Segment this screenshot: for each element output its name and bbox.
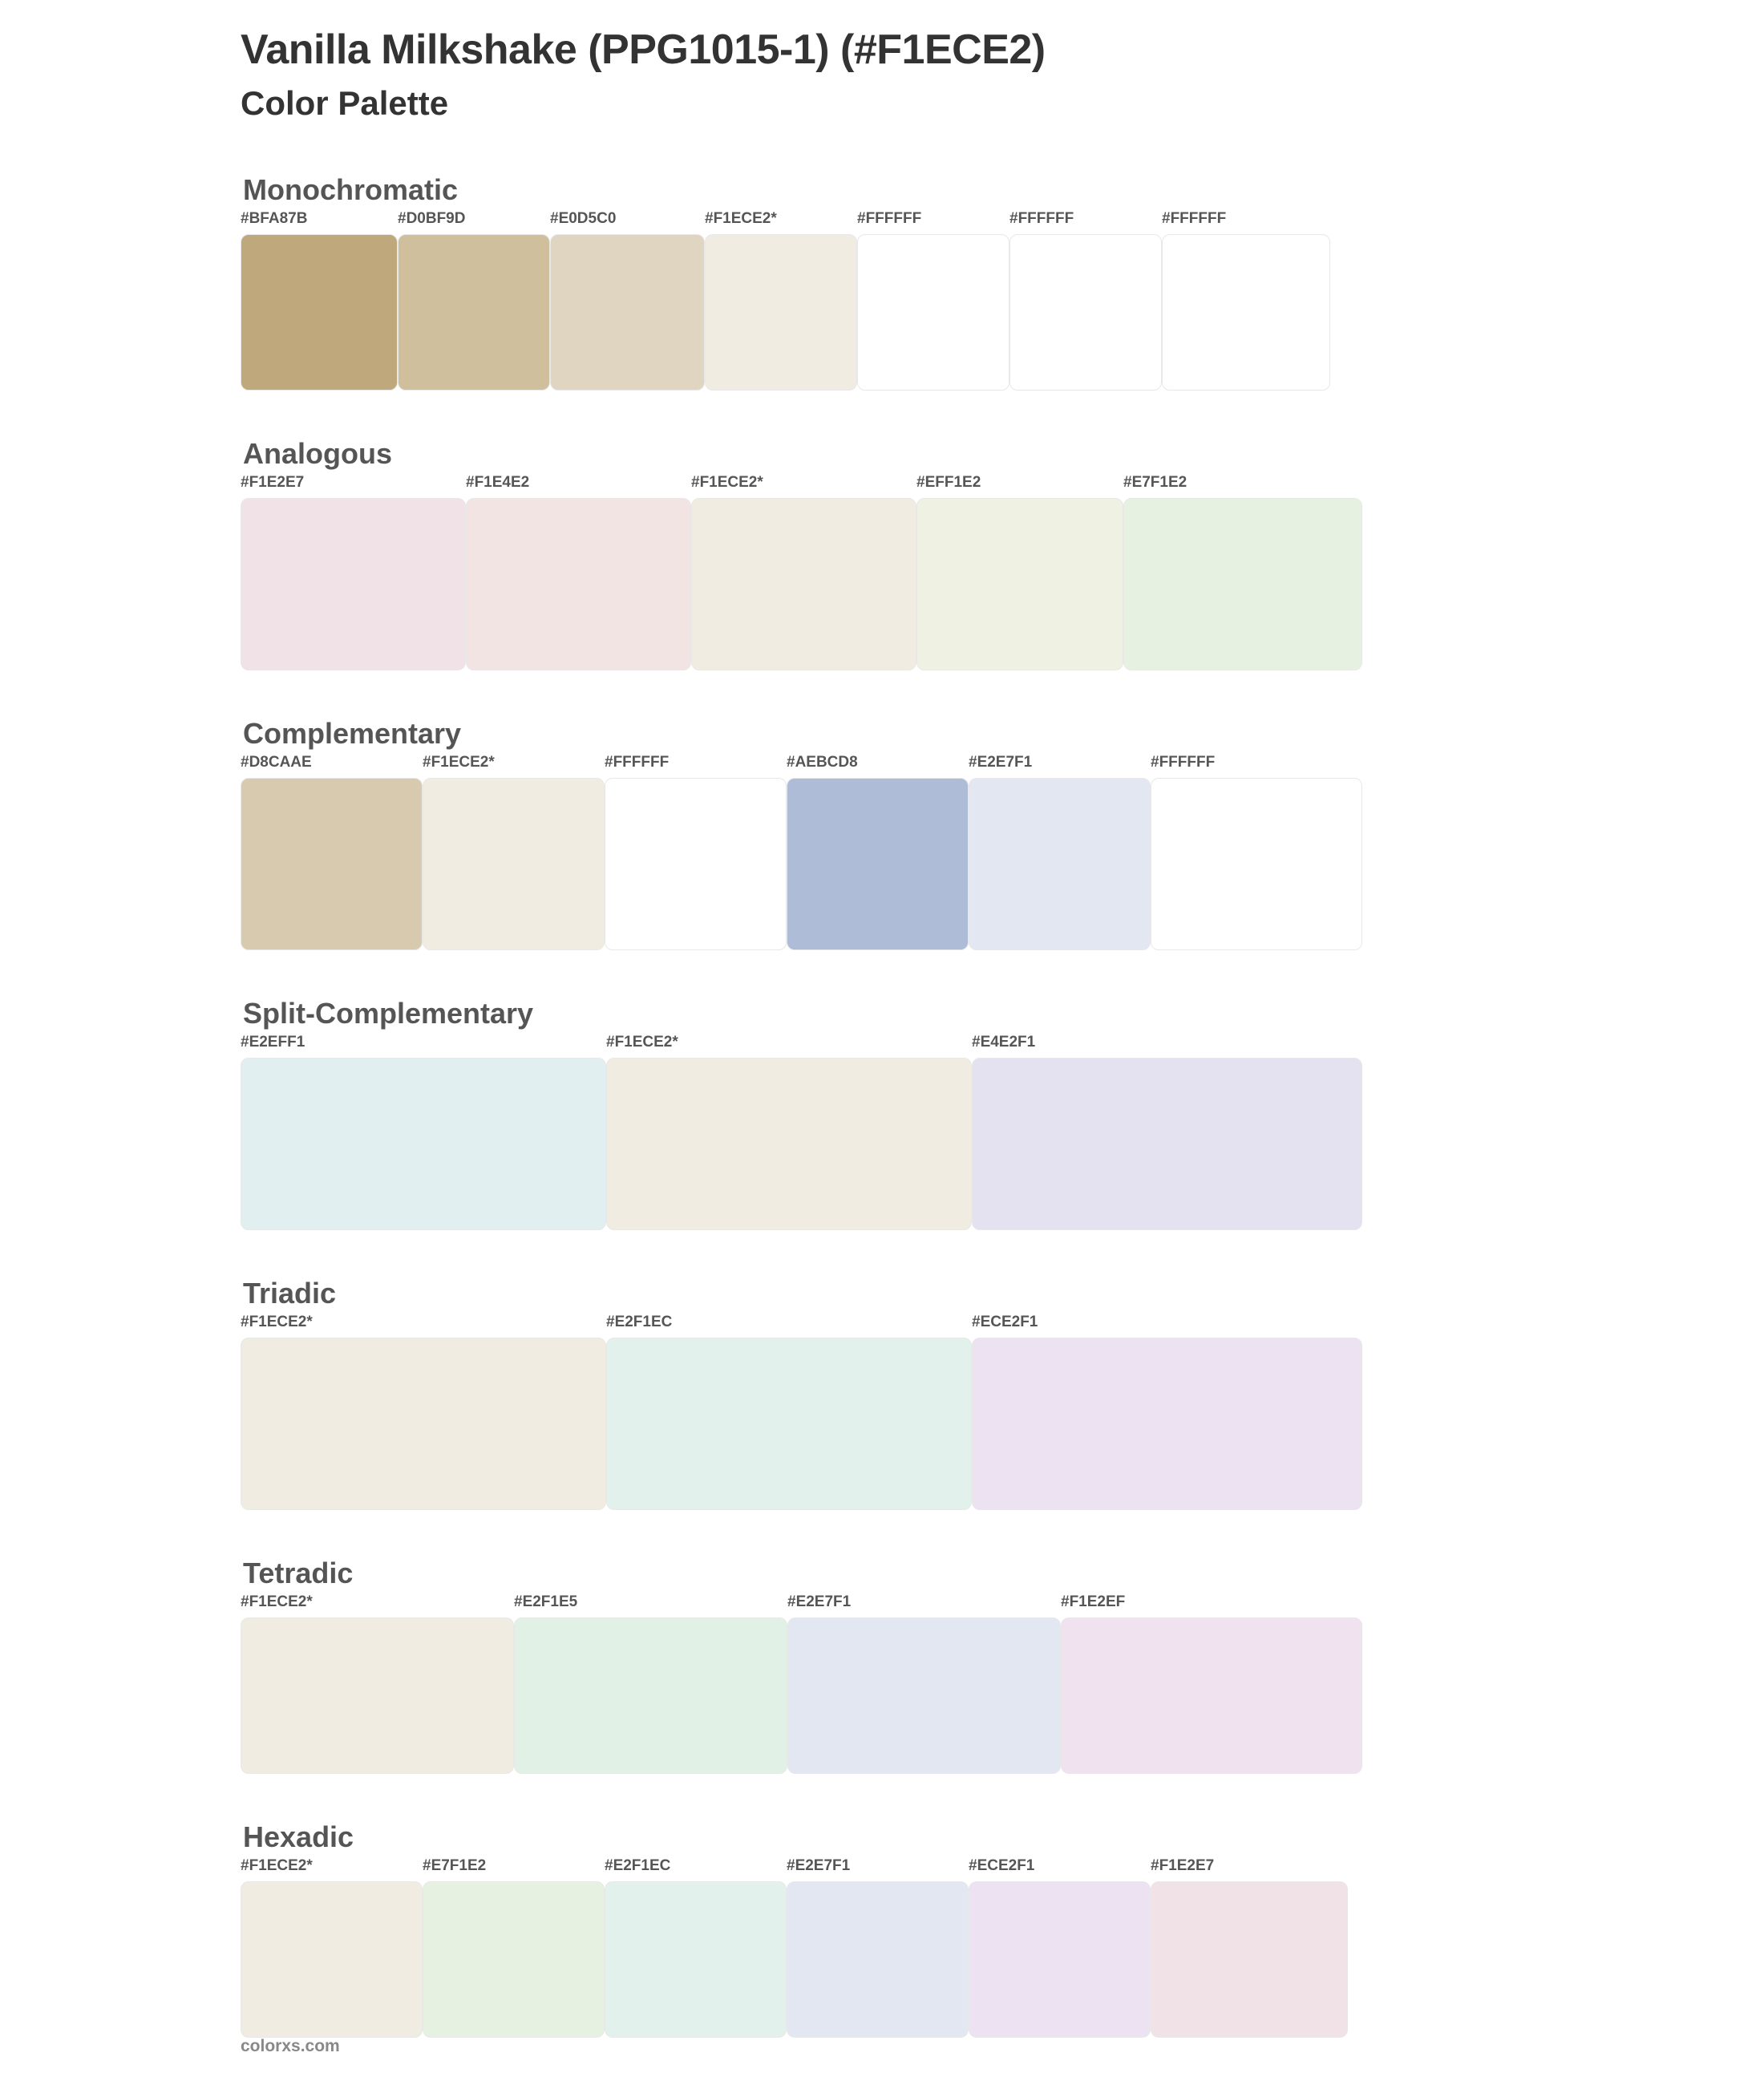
- color-swatch[interactable]: [423, 1881, 605, 2038]
- color-swatch[interactable]: [787, 1617, 1061, 1774]
- color-swatch[interactable]: [857, 234, 1009, 391]
- section-spacer: [241, 1235, 1716, 1277]
- swatch-row: [241, 234, 1716, 391]
- swatch-row: [241, 498, 1716, 670]
- swatch-hex-label: #F1ECE2*: [705, 209, 777, 227]
- swatch-hex-label: #FFFFFF: [857, 209, 922, 227]
- swatch-hex-label: #F1ECE2*: [241, 1593, 313, 1610]
- swatch-hex-label: #EFF1E2: [916, 473, 981, 491]
- swatch-hex-label: #F1ECE2*: [241, 1856, 313, 1874]
- color-swatch[interactable]: [241, 498, 466, 670]
- swatch-row: [241, 1338, 1716, 1510]
- section-title: Split-Complementary: [243, 996, 534, 1030]
- color-swatch[interactable]: [241, 1881, 423, 2038]
- swatch-hex-label: #E7F1E2: [423, 1856, 487, 1874]
- color-swatch[interactable]: [1162, 234, 1330, 391]
- swatch-hex-label: #E2F1EC: [606, 1313, 673, 1330]
- color-swatch[interactable]: [398, 234, 550, 391]
- palette-section-triadic: [241, 1277, 1716, 1510]
- swatch-hex-label: #E2E7F1: [969, 753, 1033, 771]
- swatch-row: [241, 778, 1716, 950]
- swatch-hex-label: #AEBCD8: [787, 753, 858, 771]
- palette-section-split-complementary: [241, 997, 1716, 1230]
- swatch-hex-label: #E0D5C0: [550, 209, 617, 227]
- swatch-hex-label: #F1ECE2*: [423, 753, 495, 771]
- palette-section-tetradic: [241, 1557, 1716, 1774]
- color-swatch[interactable]: [606, 1058, 972, 1230]
- swatch-hex-label: #F1E2EF: [1061, 1593, 1126, 1610]
- footer-site-name: colorxs.com: [241, 2037, 340, 2055]
- section-spacer: [241, 395, 1716, 437]
- swatch-hex-label: #FFFFFF: [605, 753, 670, 771]
- swatch-label-row: [241, 210, 1716, 234]
- color-swatch[interactable]: [1151, 778, 1362, 950]
- color-swatch[interactable]: [1061, 1617, 1362, 1774]
- section-spacer: [241, 675, 1716, 717]
- swatch-label-row: [241, 1034, 1716, 1058]
- swatch-hex-label: #E2EFF1: [241, 1033, 305, 1051]
- swatch-hex-label: #E2F1E5: [514, 1593, 578, 1610]
- color-swatch[interactable]: [705, 234, 857, 391]
- section-spacer: [241, 1515, 1716, 1557]
- section-spacer: [241, 2042, 1716, 2084]
- swatch-hex-label: #F1ECE2*: [241, 1313, 313, 1330]
- color-swatch[interactable]: [916, 498, 1123, 670]
- color-swatch[interactable]: [514, 1617, 787, 1774]
- swatch-hex-label: #E2E7F1: [787, 1856, 851, 1874]
- color-swatch[interactable]: [1151, 1881, 1348, 2038]
- swatch-row: [241, 1058, 1716, 1230]
- section-spacer: [241, 955, 1716, 997]
- color-swatch[interactable]: [972, 1058, 1362, 1230]
- palette-section-analogous: [241, 437, 1716, 670]
- color-swatch[interactable]: [606, 1338, 972, 1510]
- color-swatch[interactable]: [787, 778, 969, 950]
- swatch-label-row: [241, 754, 1716, 778]
- palette-section-monochromatic: [241, 173, 1716, 391]
- swatch-label-row: [241, 474, 1716, 498]
- swatch-hex-label: #F1ECE2*: [606, 1033, 678, 1051]
- swatch-row: [241, 1881, 1716, 2038]
- section-spacer: [241, 1779, 1716, 1820]
- palette-section-hexadic: [241, 1820, 1716, 2038]
- color-swatch[interactable]: [969, 1881, 1151, 2038]
- palette-section-complementary: [241, 717, 1716, 950]
- color-swatch[interactable]: [691, 498, 916, 670]
- section-title: Complementary: [243, 716, 462, 750]
- color-swatch[interactable]: [605, 1881, 787, 2038]
- swatch-hex-label: #F1E2E7: [241, 473, 305, 491]
- swatch-label-row: [241, 1314, 1716, 1338]
- color-swatch[interactable]: [423, 778, 605, 950]
- swatch-hex-label: #BFA87B: [241, 209, 308, 227]
- swatch-hex-label: #F1E2E7: [1151, 1856, 1215, 1874]
- swatch-hex-label: #FFFFFF: [1162, 209, 1227, 227]
- swatch-hex-label: #D0BF9D: [398, 209, 466, 227]
- swatch-hex-label: #D8CAAE: [241, 753, 312, 771]
- color-swatch[interactable]: [241, 1617, 514, 1774]
- swatch-hex-label: #E2E7F1: [787, 1593, 852, 1610]
- color-swatch[interactable]: [605, 778, 787, 950]
- section-title: Analogous: [243, 436, 392, 470]
- color-swatch[interactable]: [241, 1058, 606, 1230]
- page-title: Vanilla Milkshake (PPG1015-1) (#F1ECE2): [241, 26, 1046, 73]
- color-swatch[interactable]: [1123, 498, 1362, 670]
- section-title: Hexadic: [243, 1820, 354, 1853]
- swatch-hex-label: #ECE2F1: [969, 1856, 1035, 1874]
- swatch-hex-label: #E7F1E2: [1123, 473, 1187, 491]
- swatch-label-row: [241, 1857, 1716, 1881]
- section-title: Monochromatic: [243, 172, 459, 206]
- swatch-hex-label: #FFFFFF: [1151, 753, 1216, 771]
- section-title: Triadic: [243, 1276, 337, 1310]
- color-swatch[interactable]: [241, 1338, 606, 1510]
- swatch-hex-label: #FFFFFF: [1009, 209, 1074, 227]
- swatch-row: [241, 1617, 1716, 1774]
- color-swatch[interactable]: [550, 234, 705, 391]
- color-swatch[interactable]: [1009, 234, 1162, 391]
- swatch-hex-label: #ECE2F1: [972, 1313, 1038, 1330]
- swatch-hex-label: #F1E4E2: [466, 473, 530, 491]
- swatch-hex-label: #E2F1EC: [605, 1856, 671, 1874]
- swatch-hex-label: #F1ECE2*: [691, 473, 763, 491]
- color-swatch[interactable]: [466, 498, 691, 670]
- swatch-hex-label: #E4E2F1: [972, 1033, 1036, 1051]
- color-swatch[interactable]: [241, 234, 398, 391]
- palette-sections: [241, 173, 1716, 2084]
- color-swatch[interactable]: [972, 1338, 1362, 1510]
- color-swatch[interactable]: [969, 778, 1151, 950]
- page-subtitle: Color Palette: [241, 84, 449, 122]
- section-title: Tetradic: [243, 1556, 354, 1589]
- swatch-label-row: [241, 1593, 1716, 1617]
- color-swatch[interactable]: [241, 778, 423, 950]
- color-swatch[interactable]: [787, 1881, 969, 2038]
